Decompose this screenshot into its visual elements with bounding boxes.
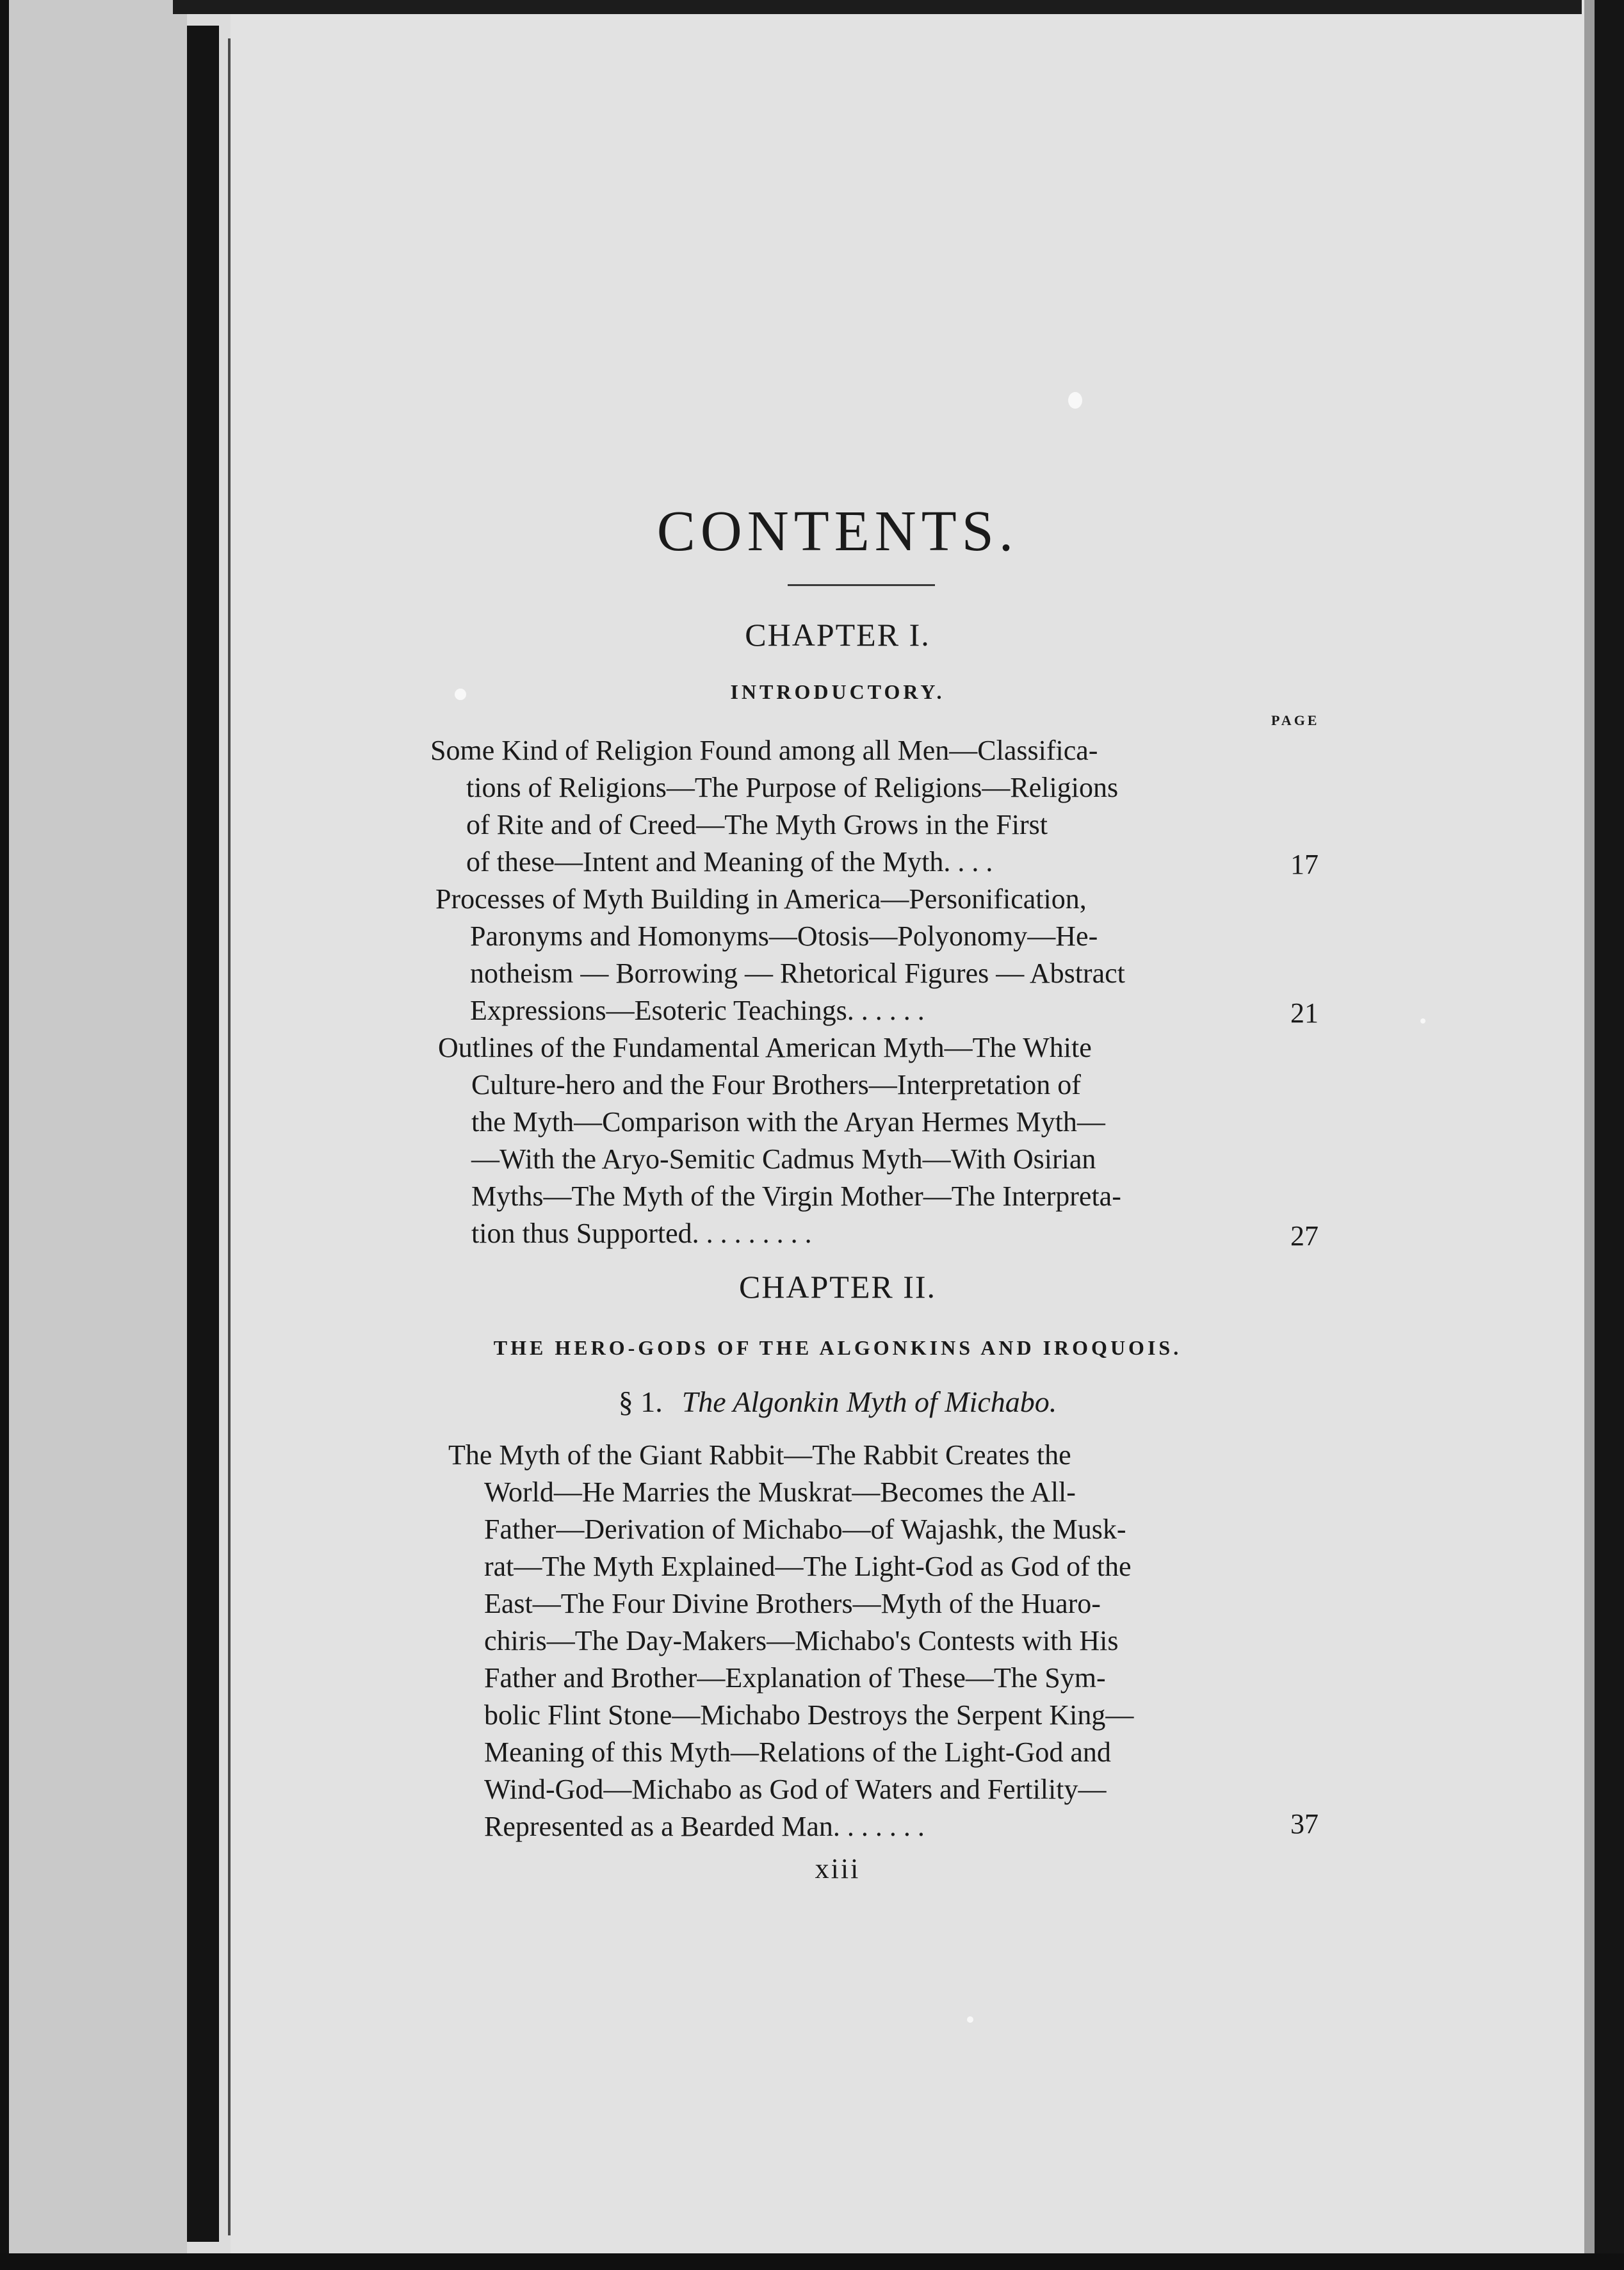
entry-line: World—He Marries the Muskrat—Becomes the All- bbox=[484, 1476, 1076, 1508]
scan-left-edge bbox=[0, 0, 9, 2270]
entry-line: Processes of Myth Building in America—Personification, bbox=[435, 883, 1087, 915]
entry-line: —With the Aryo-Semitic Cadmus Myth—With Osirian bbox=[471, 1143, 1096, 1175]
entry-line: Father—Derivation of Michabo—of Wajashk, the Musk- bbox=[484, 1514, 1126, 1545]
entry-line: tions of Religions—The Purpose of Religions—Religions bbox=[466, 772, 1119, 803]
title-rule bbox=[788, 584, 935, 586]
page-folio: xiii bbox=[815, 1853, 861, 1884]
entry-line: Expressions—Esoteric Teachings. . . . . . bbox=[470, 995, 925, 1026]
chapter-2-heading: CHAPTER II. bbox=[738, 1269, 937, 1305]
top-scan-border bbox=[173, 0, 1582, 14]
entry-line: Myths—The Myth of the Virgin Mother—The Interpreta- bbox=[471, 1180, 1121, 1212]
entry-line: notheism — Borrowing — Rhetorical Figures — Abstract bbox=[470, 958, 1125, 989]
entry-line: Paronyms and Homonyms—Otosis—Polyonomy—He- bbox=[470, 920, 1098, 952]
section-heading bbox=[0, 1385, 1624, 1419]
entry-page-number: 37 bbox=[1290, 1808, 1319, 1840]
entry-page-number: 27 bbox=[1290, 1220, 1319, 1252]
chapter-1-subtitle: INTRODUCTORY. bbox=[730, 680, 945, 703]
section-title: The Algonkin Myth of Michabo. bbox=[681, 1385, 1057, 1418]
entry-page-number: 21 bbox=[1290, 997, 1319, 1029]
entry-line: rat—The Myth Explained—The Light-God as God of the bbox=[484, 1551, 1132, 1582]
entry-line: tion thus Supported. . . . . . . . . bbox=[471, 1218, 812, 1249]
entry-line: The Myth of the Giant Rabbit—The Rabbit Creates the bbox=[448, 1439, 1071, 1471]
chapter-1-heading: CHAPTER I. bbox=[745, 617, 930, 653]
entry-line: Represented as a Bearded Man. . . . . . . bbox=[484, 1811, 925, 1842]
page-column-header: PAGE bbox=[1271, 712, 1320, 728]
entry-line: bolic Flint Stone—Michabo Destroys the Serpent King— bbox=[484, 1699, 1134, 1731]
entry-line: of these—Intent and Meaning of the Myth. . . . bbox=[466, 846, 993, 878]
paper-speck bbox=[1068, 392, 1082, 409]
entry-page-number: 17 bbox=[1290, 849, 1319, 880]
entry-line: Father and Brother—Explanation of These—The Sym- bbox=[484, 1662, 1106, 1694]
entry-line: Meaning of this Myth—Relations of the Light-God and bbox=[484, 1736, 1111, 1768]
right-page-edge bbox=[1584, 0, 1595, 2270]
page-title: CONTENTS. bbox=[656, 500, 1019, 563]
scan-left-margin bbox=[0, 0, 187, 2270]
entry-line: East—The Four Divine Brothers—Myth of the Huaro- bbox=[484, 1588, 1101, 1619]
paper-speck bbox=[1420, 1018, 1425, 1024]
entry-line: the Myth—Comparison with the Aryan Hermes Myth— bbox=[471, 1106, 1105, 1138]
book-spine-shadow bbox=[187, 26, 219, 2242]
right-scan-border bbox=[1595, 0, 1624, 2270]
entry-line: Outlines of the Fundamental American Myth—The White bbox=[438, 1032, 1092, 1063]
bottom-scan-border bbox=[0, 2253, 1624, 2270]
section-mark: § 1. bbox=[618, 1385, 663, 1418]
entry-line: Wind-God—Michabo as God of Waters and Fertility— bbox=[484, 1774, 1107, 1805]
entry-line: chiris—The Day-Makers—Michabo's Contests with His bbox=[484, 1625, 1119, 1656]
entry-line: Some Kind of Religion Found among all Men—Classifica- bbox=[430, 735, 1098, 766]
chapter-2-subtitle: THE HERO-GODS OF THE ALGONKINS AND IROQUOIS. bbox=[493, 1336, 1182, 1359]
paper-speck bbox=[967, 2016, 973, 2023]
entry-line: Culture-hero and the Four Brothers—Interpretation of bbox=[471, 1069, 1081, 1100]
entry-line: of Rite and of Creed—The Myth Grows in the First bbox=[466, 809, 1048, 840]
